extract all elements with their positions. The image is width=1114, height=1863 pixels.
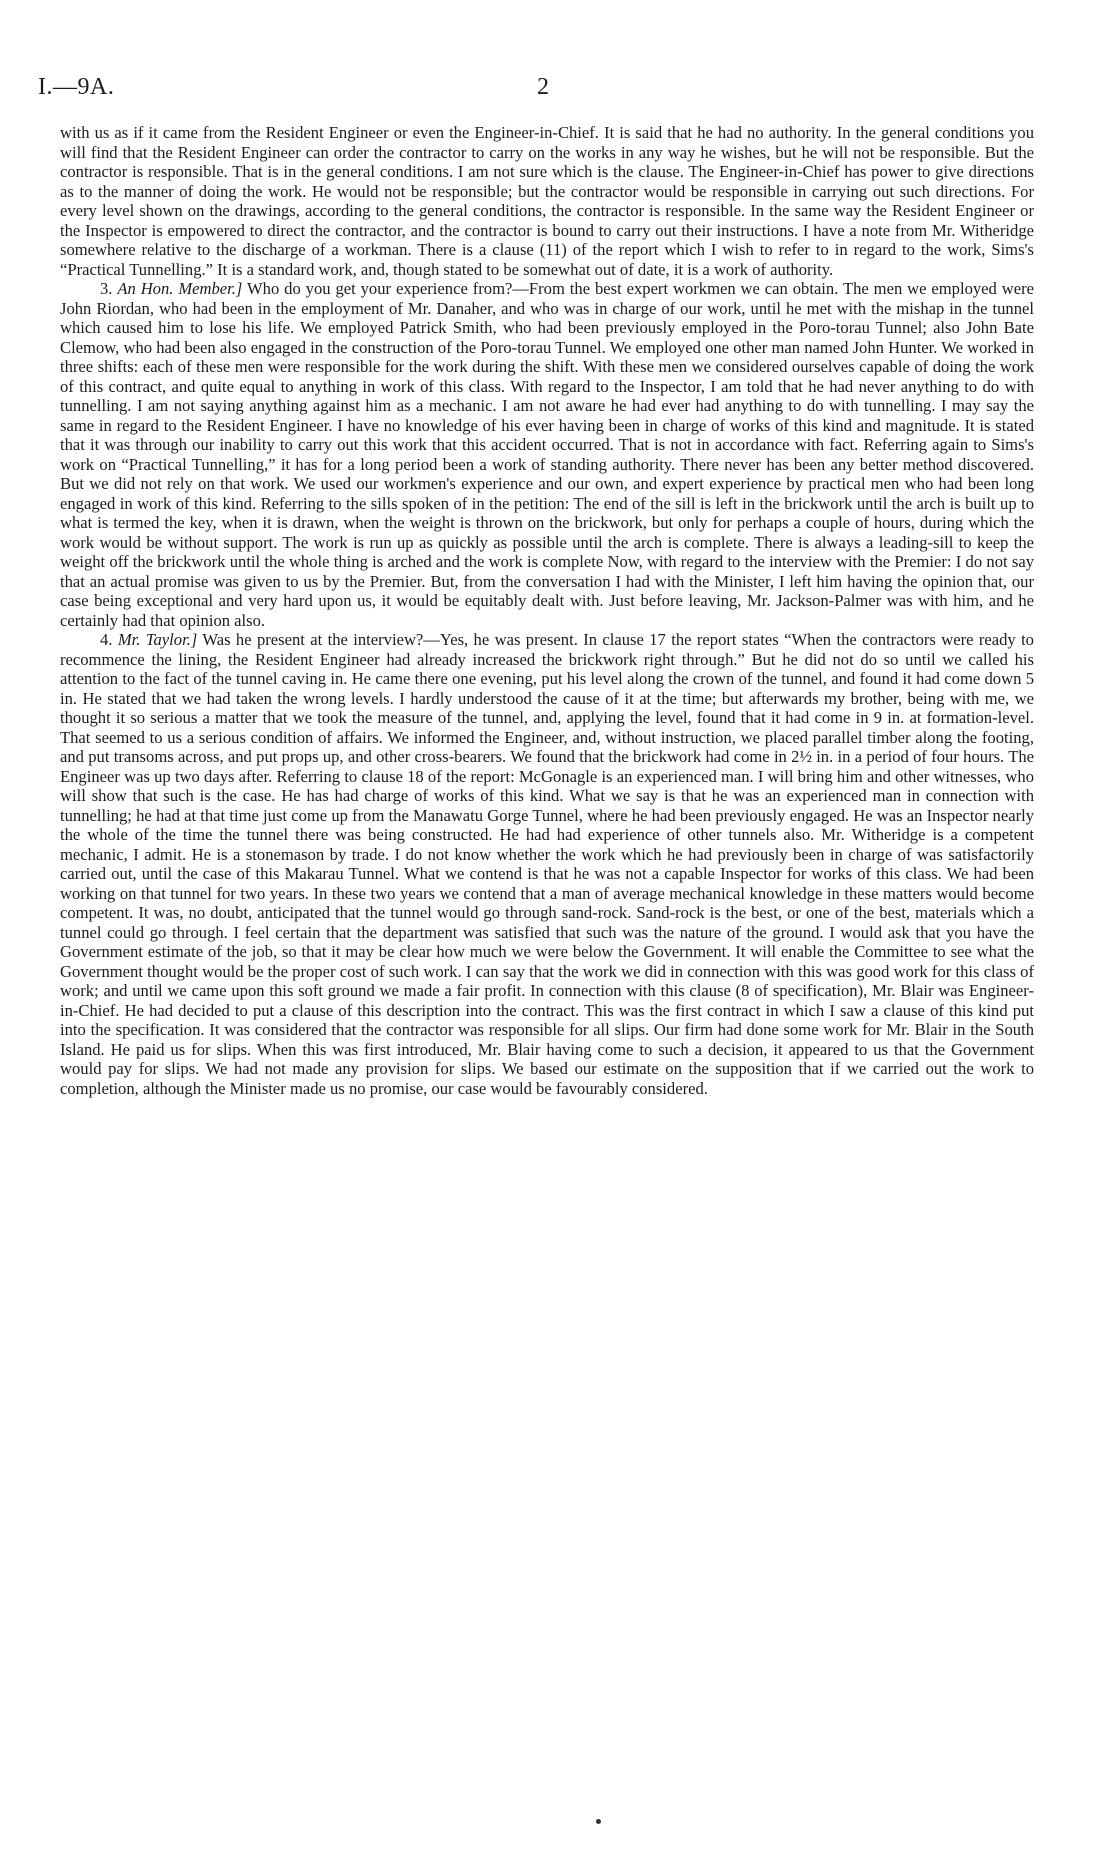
paragraph-question-3 (60, 279, 1034, 630)
paragraph-text: Who do you get your experience from?—From the best expert workmen we can obtain. The men we employed were John Riordan, who had been in the employment of Mr. Danaher, and who was in charge of our work, until he met with the mishap in the tunnel which caused him to lose his life. We employed Patrick Smith, who had been previously employed in the Poro-torau Tunnel; also John Bate Clemow, who had been also engaged in the construction of the Poro-torau Tunnel. We employed one other man named John Hunter. We worked in three shifts: each of these men were responsible for the work during the shift. With these men we considered ourselves capable of doing the work of this contract, and quite equal to anything in work of this class. With regard to the Inspector, I am told that he had never anything to do with tunnelling. I am not saying anything against him as a mechanic. I am not aware he had ever had anything to do with tunnelling. I may say the same in regard to the Resident Engineer. I have no knowledge of his ever having been in charge of works of this kind and magnitude. It is stated that it was through our inability to carry out this work that this accident occurred. That is not in accordance with fact. Referring again to Sims's work on “Practical Tunnelling,” it has for a long period been a work of standing authority. There never has been any better method discovered. But we did not rely on that work. We used our workmen's experience and our own, and expert experience by practical men who had been long engaged in work of this kind. Referring to the sills spoken of in the petition: The end of the sill is left in the brickwork until the arch is built up to what is termed the key, when it is drawn, when the weight is thrown on the brickwork, but only for perhaps a couple of hours, during which the work would be without support. The work is run up as quickly as possible until the arch is complete. There is always a leading-sill to keep the weight off the brickwork until the whole thing is arched and the work is complete Now, with regard to the interview with the Premier: I do not say that an actual promise was given to us by the Premier. But, from the conversation I had with the Minister, I left him having the opinion that, our case being exceptional and very hard upon us, it would be equitably dealt with. Just before leaving, Mr. Jackson-Palmer was with him, and he certainly had that opinion also. (60, 279, 1034, 630)
question-number: 4. (100, 630, 113, 649)
page-header (38, 74, 1038, 104)
document-reference: I.—9A. (38, 74, 115, 100)
paragraph-text: Was he present at the interview?—Yes, he was present. In clause 17 the report states “When the contractors were ready to recommence the lining, the Resident Engineer had already increased the brickwork right through.” But he did not do so until we called his attention to the fact of the tunnel caving in. He came there one evening, put his level along the crown of the tunnel, and found it had come down 5 in. He stated that we had taken the wrong levels. I hardly understood the cause of it at the time; but afterwards my brother, being with me, we thought it so serious a matter that we took the measure of the tunnel, and, applying the level, found that it had come in 9 in. at formation-level. That seemed to us a serious condition of affairs. We informed the Engineer, and, without instruction, we placed parallel timber along the footing, and put transoms across, and put props up, and other cross-bearers. We found that the brickwork had come in 2½ in. in a period of four hours. The Engineer was up two days after. Referring to clause 18 of the report: McGonagle is an experienced man. I will bring him and other witnesses, who will show that such is the case. He has had charge of works of this kind. What we say is that he was an experienced man in connection with tunnelling; he had at that time just come up from the Manawatu Gorge Tunnel, where he had been previously engaged. He was an Inspector nearly the whole of the time the tunnel there was being constructed. He had had experience of other tunnels also. Mr. Witheridge is a competent mechanic, I admit. He is a stonemason by trade. I do not know whether the work which he had previously been in charge of was satisfactorily carried out, until the case of this Makarau Tunnel. What we contend is that he was not a capable Inspector for works of this class. We had been working on that tunnel for two years. In these two years we contend that a man of average mechanical knowledge in these matters would become competent. It was, no doubt, anticipated that the tunnel would go through sand-rock. Sand-rock is the best, or one of the best, materials which a tunnel could go through. I feel certain that the department was satisfied that such was the nature of the ground. I would ask that you have the Government estimate of the job, so that it may be clear how much we were below the Government. It will enable the Committee to see what the Government thought would be the proper cost of such work. I can say that the work we did in connection with this was good work for this class of work; and until we came upon this soft ground we made a fair profit. In connection with this clause (8 of specification), Mr. Blair was Engineer-in-Chief. He had decided to put a clause of this description into the contract. This was the first contract in which I saw a clause of this kind put into the specification. It was considered that the contractor was responsible for all slips. Our firm had done some work for Mr. Blair in the South Island. He paid us for slips. When this was first introduced, Mr. Blair having come to such a decision, it appeared to us that the Government would pay for slips. We had not made any provision for slips. We based our estimate on the supposition that if we carried out the work to completion, although the Minister made us no promise, our case would be favourably considered. (60, 630, 1034, 1098)
page-body (60, 123, 1034, 1098)
speaker-label: An Hon. Member.] (117, 279, 243, 298)
paragraph-question-4 (60, 630, 1034, 1098)
paragraph-text: with us as if it came from the Resident Engineer or even the Engineer-in-Chief. It is said that he had no authority. In the general conditions you will find that the Resident Engineer can order the contractor to carry on the works in any way he wishes, but he will not be responsible. But the contractor is responsible. That is in the general conditions. I am not sure which is the clause. The Engineer-in-Chief has power to give directions as to the manner of doing the work. He would not be responsible; but the contractor would be responsible in carrying out such directions. For every level shown on the drawings, according to the general conditions, the contractor is responsible. In the same way the Resident Engineer or the Inspector is empowered to direct the contractor, and the contractor is bound to carry out their instructions. I have a note from Mr. Witheridge somewhere relative to the discharge of a workman. There is a clause (11) of the report which I wish to refer to in regard to the work, Sims's “Practical Tunnelling.” It is a standard work, and, though stated to be somewhat out of date, it is a work of authority. (60, 123, 1034, 279)
question-number: 3. (100, 279, 113, 298)
speaker-label: Mr. Taylor.] (117, 630, 198, 649)
footer-dot-mark (596, 1819, 601, 1824)
paragraph-continuation (60, 123, 1034, 279)
page-number: 2 (537, 74, 549, 100)
